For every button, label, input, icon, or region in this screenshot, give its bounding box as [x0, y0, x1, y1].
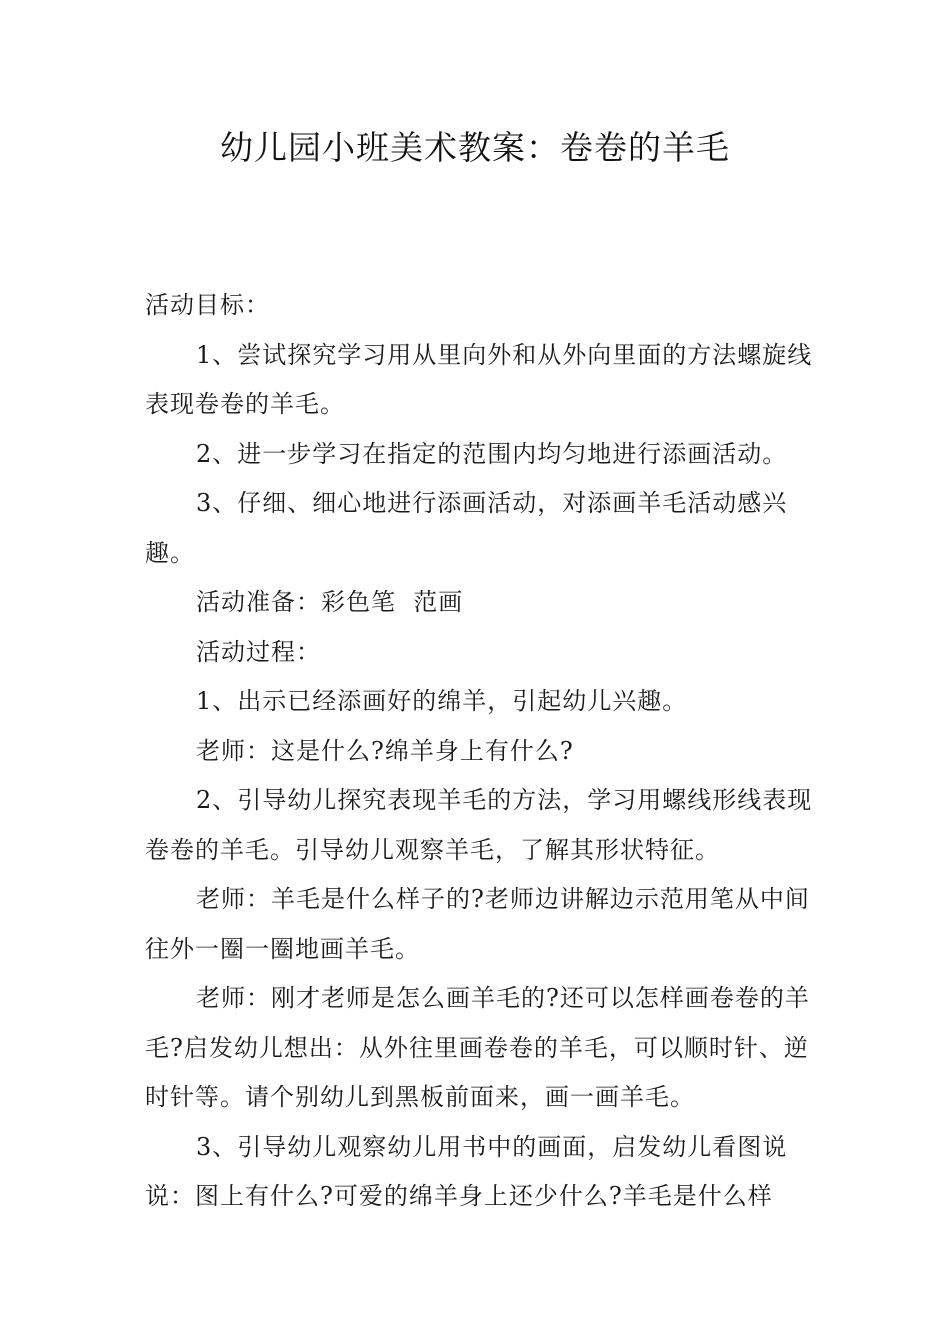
goal-item-3: 3、仔细、细心地进行添画活动，对添画羊毛活动感兴趣。: [145, 489, 788, 567]
process-step-2: 2、引导幼儿探究表现羊毛的方法，学习用螺线形线表现卷卷的羊毛。引导幼儿观察羊毛，了解其形状特征。: [145, 786, 813, 864]
process-step-3: 3、引导幼儿观察幼儿用书中的画面，启发幼儿看图说说：图上有什么?可爱的绵羊身上还少什么?羊毛是什么样: [145, 1132, 788, 1210]
preparation-line: 活动准备：彩色笔 范画: [196, 588, 464, 616]
teacher-dialogue-2: 老师：羊毛是什么样子的?老师边讲解边示范用笔从中间往外一圈一圈地画羊毛。: [145, 885, 810, 963]
section-heading-goals: 活动目标：: [145, 291, 270, 319]
document-body: [145, 281, 813, 1222]
goal-item-2: 2、进一步学习在指定的范围内均匀地进行添画活动。: [196, 439, 788, 468]
goal-item-1: 1、尝试探究学习用从里向外和从外向里面的方法螺旋线表现卷卷的羊毛。: [145, 340, 813, 418]
process-step-1: 1、出示已经添画好的绵羊，引起幼儿兴趣。: [196, 687, 688, 715]
teacher-dialogue-3: 老师：刚才老师是怎么画羊毛的?还可以怎样画卷卷的羊毛?启发幼儿想出：从外往里画卷卷的羊毛，可以顺时针、逆时针等。请个别幼儿到黑板前面来，画一画羊毛。: [145, 984, 810, 1111]
document-title: 幼儿园小班美术教案：卷卷的羊毛: [220, 128, 730, 167]
teacher-dialogue-1: 老师：这是什么?绵羊身上有什么?: [196, 736, 574, 765]
section-heading-process: 活动过程：: [196, 637, 321, 666]
